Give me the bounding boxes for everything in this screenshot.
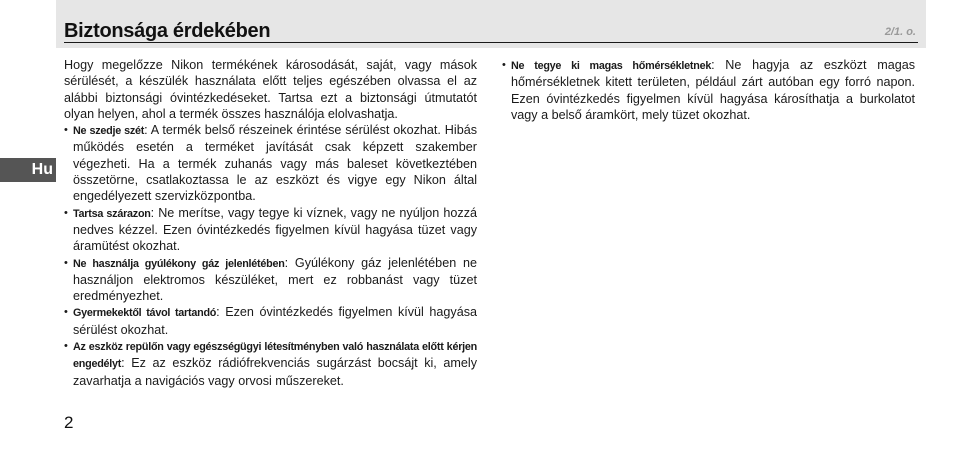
- safety-text: : A termék belső részeinek érintése sérülést okozhat. Hibás működés esetén a terméket javítását csak képzett szakember végezheti. Ha a termék zuhanás vagy más baleset következtében összetörne, csatlakoztassa le az eszközt és vigye egy Nikon által engedélyezett szervizközpontba.: [73, 123, 477, 204]
- left-column: [64, 57, 477, 389]
- page-reference: 2/1. o.: [884, 26, 916, 38]
- safety-term: Ne tegye ki magas hőmérsékletnek: [511, 60, 712, 72]
- safety-list: [502, 57, 915, 123]
- page-header: [56, 0, 926, 48]
- safety-term: Gyermekektől távol tartandó: [73, 307, 217, 320]
- language-tab: Hu: [0, 158, 56, 182]
- safety-term: Ne használja gyúlékony gáz jelenlétében: [73, 257, 285, 270]
- safety-item-dry: [64, 205, 477, 255]
- safety-item-disassemble: [64, 122, 477, 204]
- intro-paragraph: Hogy megelőzze Nikon termékének károsodását, saját, vagy mások sérülését, a készülék használata előtt teljes egészében olvassa el az alábbi biztonsági óvintézkedéseket. Tartsa ezt a biztonsági útmutatót olyan helyen, ahol a termék összes használója elolvashatja.: [64, 58, 477, 121]
- safety-item-children: [64, 304, 477, 338]
- safety-text: : Ez az eszköz rádiófrekvenciás sugárzást bocsájt ki, amely zavarhatja a navigációs vagy orvosi műszereket.: [73, 356, 477, 388]
- right-column: [502, 57, 915, 123]
- safety-text: : Ezen óvintézkedés figyelmen kívül hagyása sérülést okozhat.: [73, 305, 477, 337]
- safety-item-flammable-gas: [64, 255, 477, 305]
- safety-text: : Ne hagyja az eszközt magas hőmérsékletnek kitett területen, például zárt autóban egy forró napon. Ezen óvintézkedés figyelmen kívül hagyása károsíthatja a burkolatot vagy a belső áramkört, mely tüzet okozhat.: [511, 58, 916, 122]
- safety-term: Ne szedje szét: [73, 125, 145, 138]
- safety-item-aircraft-hospital: [64, 338, 477, 389]
- safety-term: Az eszköz repülőn vagy egészségügyi létesítményben való használata előtt kérjen engedélyt: [73, 341, 477, 371]
- page-number: 2: [64, 413, 74, 432]
- title-underline: [64, 42, 918, 43]
- safety-term: Tartsa szárazon: [73, 207, 151, 220]
- safety-text: : Gyúlékony gáz jelenlétében ne használjon elektromos készüléket, mert ez robbanást vagy tüzet eredményezhet.: [73, 255, 477, 304]
- safety-item-high-temperature: [502, 57, 915, 123]
- safety-list: [64, 122, 477, 389]
- safety-text: : Ne merítse, vagy tegye ki víznek, vagy ne nyúljon hozzá nedves kézzel. Ezen óvintézkedés figyelmen kívül hagyása tüzet vagy áramütést okozhat.: [73, 205, 477, 254]
- page-title: Biztonsága érdekében: [64, 20, 271, 42]
